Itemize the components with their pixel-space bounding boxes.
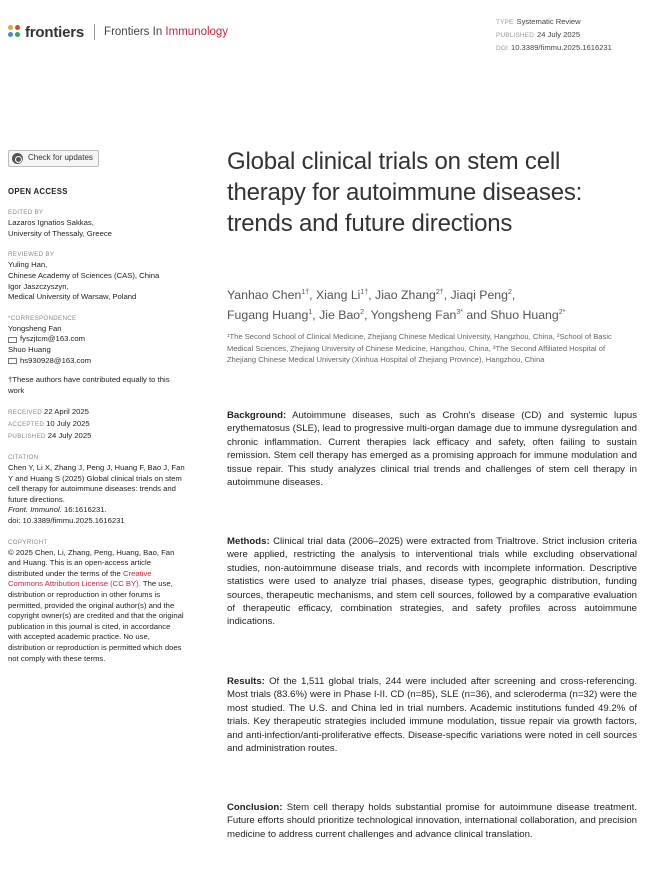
article-meta: [496, 16, 612, 55]
affiliations: ¹The Second School of Clinical Medicine, Zhejiang Chinese Medical University, Hangzhou, China, ²School of Basic Medical Sciences, Zhejiang University of Chinese Medicine, Hangzhou, China, ³The Second Affiliated Hospital of Zhejiang Chinese Medical University (Xinhua Hospital of Zhejiang Province), Hangzhou, China: [227, 332, 612, 364]
frontiers-logo-text[interactable]: frontiers: [25, 23, 85, 41]
author[interactable]: Jie Bao$^2$: [319, 308, 365, 322]
article-sidebar: [8, 150, 186, 664]
journal-name[interactable]: Frontiers In Immunology: [104, 26, 229, 38]
abstract-conclusion: Conclusion: Stem cell therapy holds substantial promise for autoimmune disease treatment. Future efforts should prioritize technological innovation, international collaboration, and precision medicine to address current challenges and advance clinical translation.: [227, 802, 637, 840]
cc-by-link[interactable]: Creative Commons Attribution License (CC BY).: [8, 568, 152, 589]
reviewers: Yuling Han, Chinese Academy of Sciences (CAS), China Igor Jaszczyszyn, Medical University of Warsaw, Poland: [8, 260, 160, 302]
email-link[interactable]: fyszjtcm@163.com: [8, 334, 186, 345]
journal-header: [8, 18, 228, 46]
copyright-label: COPYRIGHT: [8, 538, 48, 546]
citation: Chen Y, Li X, Zhang J, Peng J, Huang F, Bao J, Fan Y and Huang S (2025) Global clinical trials on stem cell therapy for autoimmune diseases: trends and future directions. Front. Immunol. 16:1616231. doi: 10.3389/fimmu.2025.1616231: [8, 463, 185, 526]
abstract-results: Results: Of the 1,511 global trials, 244 were included after screening and cross-referencing. Most trials (83.6%) were in Phase I-II. CD (n=85), SLE (n=36), and scleroderma (n=32) were the most studied. The U.S. and China led in trial numbers. Academic institutions funded 49.2% of trials. Key therapeutic strategies included immune modulation, tissue repair via growth factors, and anti-infection/anti-proliferative effects. Disease-specific variations were noted in cell sources and administration routes.: [227, 676, 637, 755]
meta-doi[interactable]: DOI 10.3389/fimmu.2025.1616231: [496, 43, 612, 52]
meta-published: PUBLISHED 24 July 2025: [496, 30, 581, 39]
edited-by-label: EDITED BY: [8, 209, 44, 217]
check-updates-label: Check for updates: [28, 153, 93, 163]
correspondence: Yongsheng Fan fyszjtcm@163.com Shuo Huang hs930928@163.com: [8, 324, 186, 366]
author[interactable]: Yongsheng Fan$^{3*}$: [370, 308, 463, 322]
author[interactable]: Jiaqi Peng$^2$: [450, 288, 512, 302]
email-link[interactable]: hs930928@163.com: [8, 356, 186, 367]
equal-contribution-note: †These authors have contributed equally to this work: [8, 375, 170, 395]
header-divider: [94, 24, 95, 40]
author[interactable]: Yanhao Chen$^{1\dagger}$: [227, 288, 310, 302]
citation-doi[interactable]: doi: 10.3389/fimmu.2025.1616231: [8, 516, 125, 526]
author-list: Yanhao Chen$^{1\dagger}$, Xiang $Li^{1\dagger}$, Jiao Zhang$^{2\dagger}$, Jiaqi Peng$^2$, Fugang Huang$^1$, Jie Bao$^2$, Yongsheng Fan$^{3*}$ and Shuo Huang$^{2*}$: [227, 288, 566, 322]
author[interactable]: Shuo Huang$^{2*}$: [490, 308, 566, 322]
reviewed-by-label: REVIEWED BY: [8, 251, 55, 259]
check-for-updates-button[interactable]: [8, 150, 99, 167]
author[interactable]: Jiao Zhang$^{2\dagger}$: [375, 288, 444, 302]
editor: Lazaros Ignatios Sakkas, University of Thessaly, Greece: [8, 218, 112, 238]
abstract-background: Background: Autoimmune diseases, such as Crohn's disease (CD) and systemic lupus erythematosus (SLE), lead to progressive multi-organ damage due to immune dysregulation and chronic inflammation. Current therapies lack efficacy and safety, often failing to sustain remission. Stem cell therapy has emerged as a promising approach for immune modulation and tissue repair. This study analyzes clinical trial trends and challenges of stem cell therapy in autoimmune diseases.: [227, 410, 637, 489]
article-title: Global clinical trials on stem cell therapy for autoimmune diseases: trends and future directions: [227, 148, 583, 237]
open-access-label: OPEN ACCESS: [8, 186, 68, 196]
author[interactable]: Xiang $Li^{1\dagger}$: [315, 288, 369, 302]
frontiers-logo-icon: [8, 25, 22, 39]
citation-label: CITATION: [8, 454, 39, 462]
meta-type: TYPE Systematic Review: [496, 17, 581, 26]
author[interactable]: Fugang Huang$^1$: [227, 308, 313, 322]
mail-icon: [8, 358, 17, 364]
article-dates: RECEIVED 22 April 2025 ACCEPTED 10 July 2025 PUBLISHED 24 July 2025: [8, 407, 92, 440]
correspondence-label: *CORRESPONDENCE: [8, 314, 77, 322]
mail-icon: [8, 337, 17, 343]
check-updates-icon: [12, 153, 23, 164]
copyright: © 2025 Chen, Li, Zhang, Peng, Huang, Bao, Fan and Huang. This is an open-access article distributed under the terms of the Creative Commons Attribution License (CC BY). The use, distribution or reproduction in other forums is permitted, provided the original author(s) and the copyright owner(s) are credited and that the original publication in this journal is cited, in accordance with accepted academic practice. No use, distribution or reproduction is permitted which does not comply with these terms.: [8, 547, 184, 663]
abstract-methods: Methods: Clinical trial data (2006–2025) were extracted from Trialtrove. Strict inclusion criteria were applied, restricting the analysis to interventional trials while excluding observational studies, non-autoimmune disease trials, and records with incomplete information. Descriptive statistics were used to analyze trial phases, disease types, geographic distribution, funding sources, therapeutic mechanisms, and stem cell sources, followed by a comparative evaluation of therapeutic efficacy, combination strategies, and safety profiles across autoimmune indications.: [227, 536, 637, 628]
